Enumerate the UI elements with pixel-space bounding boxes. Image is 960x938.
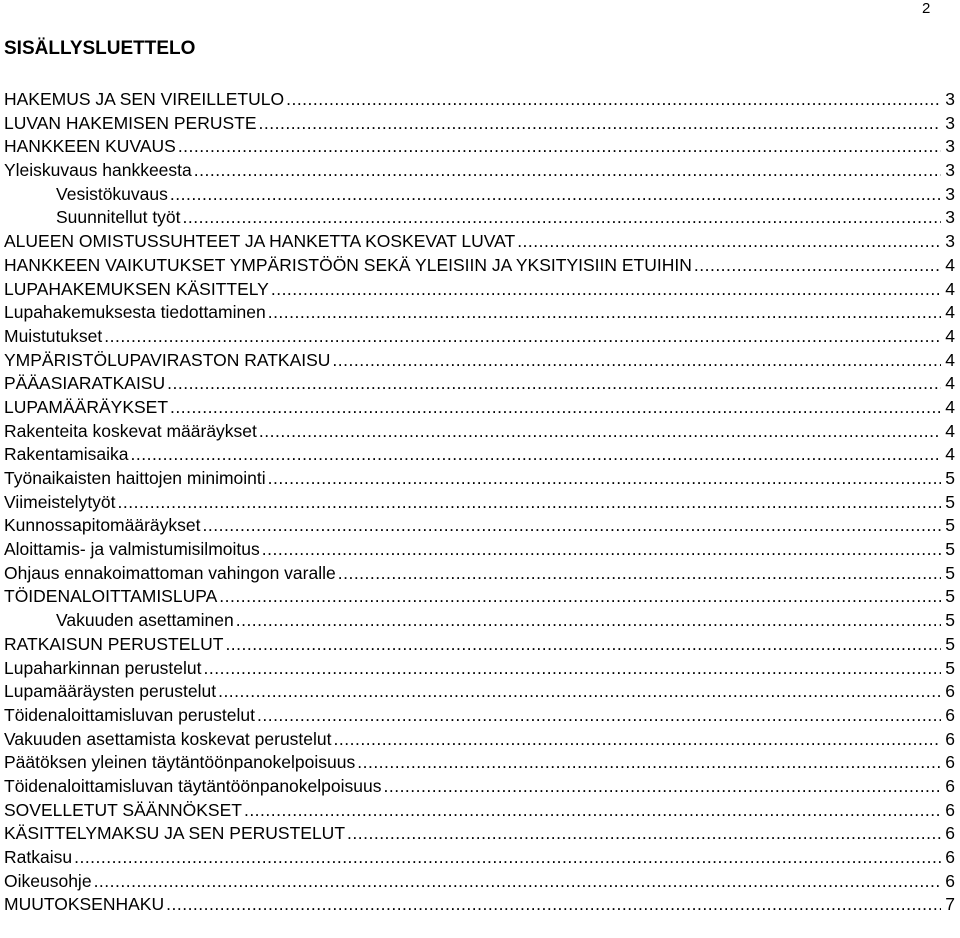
toc-entry-label: Muistutukset <box>4 325 103 346</box>
dot-leader <box>167 372 941 396</box>
toc-entry-page-number: 3 <box>945 160 955 181</box>
toc-entry[interactable] <box>4 822 960 846</box>
toc-entry-page-number: 3 <box>945 207 955 228</box>
toc-entry-label: Rakenteita koskevat määräykset <box>4 420 257 441</box>
dot-leader <box>268 467 941 491</box>
dot-leader <box>357 751 941 775</box>
toc-entry-label: Vakuuden asettamista koskevat perustelut <box>4 728 332 749</box>
toc-entry-page-number: 4 <box>945 420 955 441</box>
toc-entry-label: ALUEEN OMISTUSSUHTEET JA HANKETTA KOSKEVAT LUVAT <box>4 231 516 252</box>
toc-entry[interactable] <box>4 159 960 183</box>
toc-entry-page-number: 6 <box>945 799 955 820</box>
dot-leader <box>218 680 941 704</box>
toc-entry-page-number: 4 <box>945 254 955 275</box>
toc-entry-label: MUUTOKSENHAKU <box>4 894 165 915</box>
toc-entry[interactable] <box>4 420 960 444</box>
dot-leader <box>225 633 941 657</box>
toc-entry-label: LUPAMÄÄRÄYKSET <box>4 396 169 417</box>
toc-entry-page-number: 3 <box>945 231 955 252</box>
dot-leader <box>236 609 941 633</box>
toc-entry-page-number: 5 <box>945 610 955 631</box>
toc-entry-page-number: 5 <box>945 491 955 512</box>
dot-leader <box>74 846 941 870</box>
toc-entry-page-number: 4 <box>945 396 955 417</box>
toc-entry[interactable] <box>4 585 960 609</box>
toc-entry-label: Lupahakemuksesta tiedottaminen <box>4 302 266 323</box>
toc-entry[interactable] <box>4 278 960 302</box>
toc-entry[interactable] <box>4 633 960 657</box>
toc-entry-label: Töidenaloittamisluvan täytäntöönpanokelpoisuus <box>4 775 382 796</box>
toc-entry-label: HANKKEEN VAIKUTUKSET YMPÄRISTÖÖN SEKÄ YLEISIIN JA YKSITYISIIN ETUIHIN <box>4 254 692 275</box>
toc-entry[interactable] <box>4 325 960 349</box>
toc-entry[interactable] <box>4 870 960 894</box>
toc-entry[interactable] <box>4 443 960 467</box>
toc-entry-label: SOVELLETUT SÄÄNNÖKSET <box>4 799 242 820</box>
toc-entry-label: Viimeistelytyöt <box>4 491 116 512</box>
toc-entry[interactable] <box>4 372 960 396</box>
dot-leader <box>194 159 941 183</box>
dot-leader <box>262 538 941 562</box>
toc-entry-label: Suunnitellut työt <box>56 207 181 228</box>
toc-entry-page-number: 3 <box>945 89 955 109</box>
toc-entry-page-number: 5 <box>945 539 955 560</box>
toc-entry-page-number: 5 <box>945 468 955 488</box>
dot-leader <box>104 325 941 349</box>
toc-entry-page-number: 4 <box>945 325 955 346</box>
toc-entry-page-number: 6 <box>945 704 955 725</box>
toc-entry-page-number: 5 <box>945 657 955 678</box>
toc-entry-label: Ratkaisu <box>4 847 73 867</box>
dot-leader <box>286 88 941 112</box>
toc-entry[interactable] <box>4 609 960 633</box>
toc-entry-label: Kunnossapitomääräykset <box>4 515 201 536</box>
toc-entry-label: TÖIDENALOITTAMISLUPA <box>4 586 218 607</box>
toc-entry-page-number: 6 <box>945 728 955 749</box>
toc-entry-page-number: 3 <box>945 136 955 157</box>
toc-entry[interactable] <box>4 704 960 728</box>
dot-leader <box>166 893 941 917</box>
toc-entry[interactable] <box>4 657 960 681</box>
toc-entry[interactable] <box>4 349 960 373</box>
dot-leader <box>170 183 941 207</box>
toc-entry-page-number: 5 <box>945 633 955 654</box>
toc-entry-label: PÄÄASIARATKAISU <box>4 373 166 394</box>
dot-leader <box>259 112 941 136</box>
toc-entry-page-number: 4 <box>945 373 955 394</box>
toc-entry-label: Lupaharkinnan perustelut <box>4 657 202 678</box>
toc-entry-label: Oikeusohje <box>4 870 92 891</box>
toc-entry-page-number: 7 <box>945 894 955 915</box>
dot-leader <box>694 254 941 278</box>
toc-entry-label: LUVAN HAKEMISEN PERUSTE <box>4 112 257 133</box>
toc-entry[interactable] <box>4 893 960 917</box>
dot-leader <box>183 206 941 230</box>
dot-leader <box>332 349 941 373</box>
dot-leader <box>517 230 941 254</box>
toc-entry-label: Yleiskuvaus hankkeesta <box>4 160 192 181</box>
toc-entry-label: Vesistökuvaus <box>56 183 168 204</box>
toc-entry[interactable] <box>4 846 960 870</box>
dot-leader <box>334 728 941 752</box>
toc-entry-label: Päätöksen yleinen täytäntöönpanokelpoisuus <box>4 752 356 773</box>
toc-entry-label: Työnaikaisten haittojen minimointi <box>4 468 266 488</box>
dot-leader <box>347 822 941 846</box>
toc-entry-label: HAKEMUS JA SEN VIREILLETULO <box>4 89 285 109</box>
toc-entry[interactable] <box>4 183 960 207</box>
toc-entry[interactable] <box>4 206 960 230</box>
toc-entry-label: Rakentamisaika <box>4 444 129 465</box>
toc-entry-page-number: 3 <box>945 183 955 204</box>
toc-entry-label: Töidenaloittamisluvan perustelut <box>4 704 255 725</box>
dot-leader <box>131 443 942 467</box>
toc-entry-page-number: 6 <box>945 823 955 844</box>
toc-entry-label: RATKAISUN PERUSTELUT <box>4 633 224 654</box>
toc-entry[interactable] <box>4 514 960 538</box>
toc-entry[interactable] <box>4 301 960 325</box>
toc-entry-label: KÄSITTELYMAKSU JA SEN PERUSTELUT <box>4 823 346 844</box>
toc-entry[interactable] <box>4 396 960 420</box>
dot-leader <box>338 562 941 586</box>
toc-entry-page-number: 6 <box>945 775 955 796</box>
dot-leader <box>219 585 941 609</box>
toc-entry[interactable] <box>4 467 960 491</box>
toc-entry-page-number: 3 <box>945 112 955 133</box>
toc-entry[interactable] <box>4 562 960 586</box>
toc-entry-page-number: 5 <box>945 515 955 536</box>
dot-leader <box>118 491 941 515</box>
dot-leader <box>170 396 941 420</box>
toc-entry[interactable] <box>4 230 960 254</box>
toc-entry-page-number: 5 <box>945 586 955 607</box>
toc-entry-page-number: 6 <box>945 870 955 891</box>
toc-entry-label: HANKKEEN KUVAUS <box>4 136 176 157</box>
toc-entry[interactable] <box>4 491 960 515</box>
toc-entry-page-number: 6 <box>945 752 955 773</box>
toc-entry-label: Ohjaus ennakoimattoman vahingon varalle <box>4 562 336 583</box>
toc-entry[interactable] <box>4 135 960 159</box>
toc-entry[interactable] <box>4 88 960 112</box>
toc-entry-page-number: 6 <box>945 847 955 867</box>
dot-leader <box>244 799 941 823</box>
toc-entry-label: Lupamääräysten perustelut <box>4 681 217 702</box>
toc-entry-page-number: 5 <box>945 562 955 583</box>
dot-leader <box>203 514 942 538</box>
toc-entry-label: Aloittamis- ja valmistumisilmoitus <box>4 539 260 560</box>
toc-entry-page-number: 4 <box>945 278 955 299</box>
toc-entry-label: LUPAHAKEMUKSEN KÄSITTELY <box>4 278 269 299</box>
dot-leader <box>259 420 941 444</box>
toc-entry[interactable] <box>4 728 960 752</box>
dot-leader <box>271 278 941 302</box>
toc-entry-page-number: 4 <box>945 349 955 370</box>
dot-leader <box>268 301 941 325</box>
toc-title: SISÄLLYSLUETTELO <box>4 38 196 59</box>
toc-entry-page-number: 4 <box>945 444 955 465</box>
toc-entry[interactable] <box>4 112 960 136</box>
toc-entry[interactable] <box>4 254 960 278</box>
toc-entry-label: YMPÄRISTÖLUPAVIRASTON RATKAISU <box>4 349 331 370</box>
toc-entry-page-number: 4 <box>945 302 955 323</box>
dot-leader <box>178 135 941 159</box>
dot-leader <box>94 870 941 894</box>
toc-entry[interactable] <box>4 680 960 704</box>
dot-leader <box>257 704 941 728</box>
toc-entry[interactable] <box>4 799 960 823</box>
toc-entry-page-number: 6 <box>945 681 955 702</box>
toc-entry-label: Vakuuden asettaminen <box>56 610 234 631</box>
table-of-contents <box>4 88 960 917</box>
page-number: 2 <box>922 0 931 17</box>
toc-entry[interactable] <box>4 775 960 799</box>
dot-leader <box>383 775 941 799</box>
toc-entry[interactable] <box>4 751 960 775</box>
toc-entry[interactable] <box>4 538 960 562</box>
dot-leader <box>204 657 941 681</box>
